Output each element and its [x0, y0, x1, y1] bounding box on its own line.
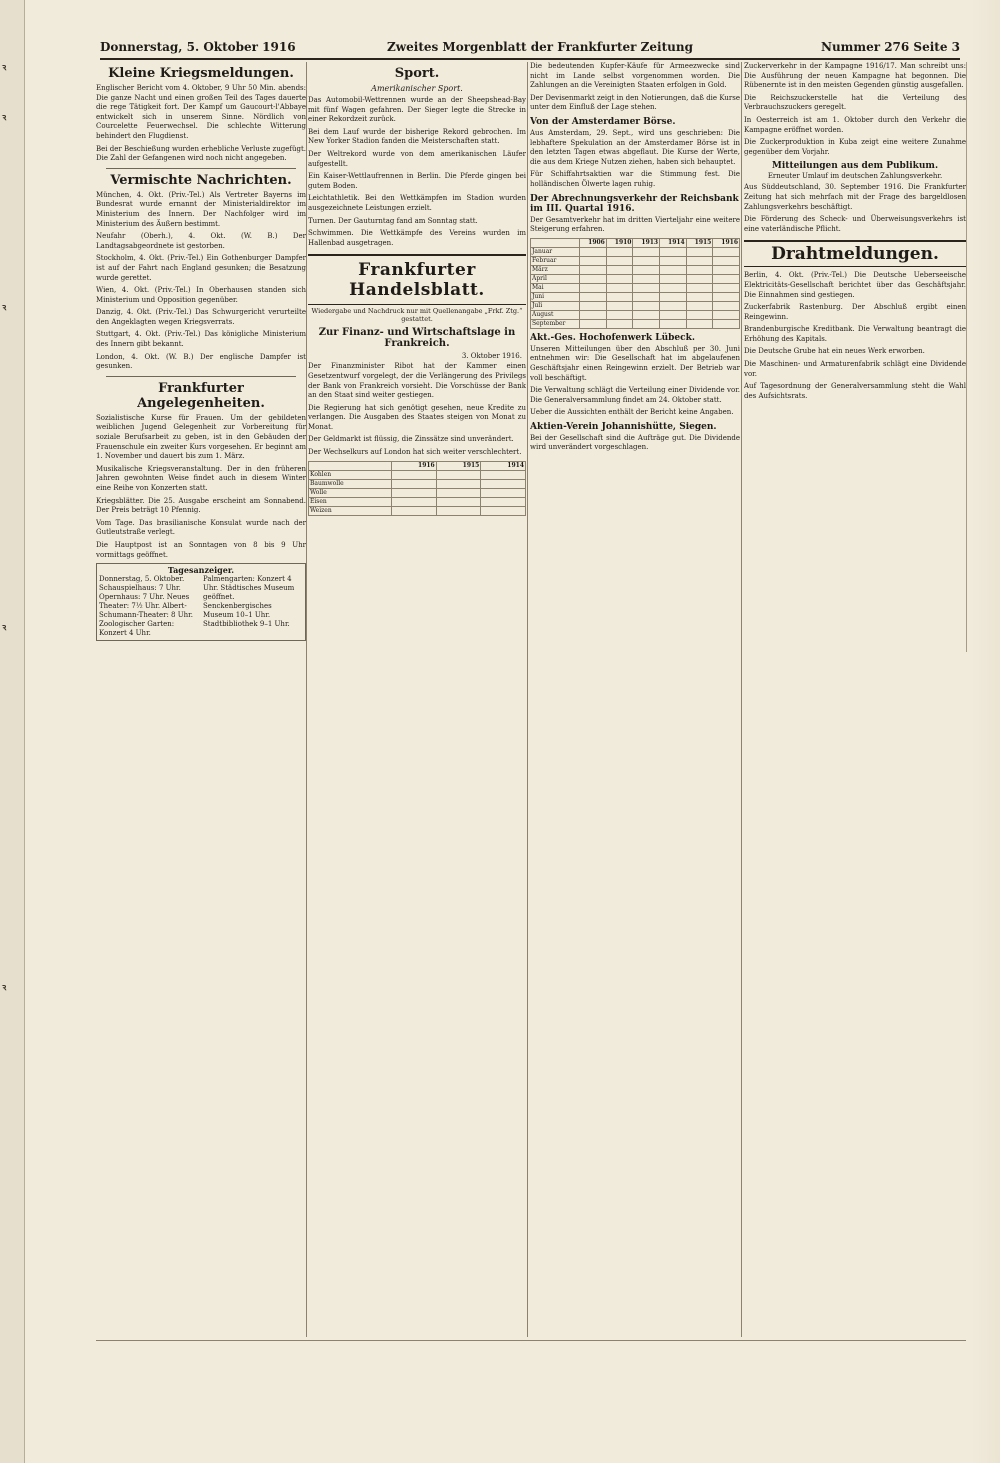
article-text: Englischer Bericht vom 4. Oktober, 9 Uhr 50 Min. abends: Die ganze Nacht und einen großen Teil des Tages dauerte die rege Tätigkeit fort. Der Kampf um Gaucourt-l'Abbaye entwickelt sich in unserem Sinne. Nördlich von Courcelette Feuerwechsel. Die schlechte Witterung behindert den Flugdienst.: [96, 84, 306, 140]
article-text: Zuckerfabrik Rastenburg. Der Abschluß ergibt einen Reingewinn.: [744, 303, 966, 321]
table-cell: [580, 310, 607, 319]
table-row: [531, 274, 740, 283]
table-cell: Eisen: [309, 497, 392, 506]
table-cell: [580, 301, 607, 310]
table-cell: [713, 292, 740, 301]
table-cell: [606, 283, 633, 292]
section-title: Mitteilungen aus dem Publikum.: [771, 161, 939, 172]
article-text: Die Deutsche Grube hat ein neues Werk erworben.: [744, 347, 925, 356]
table-cell: [713, 310, 740, 319]
table-cell: [580, 247, 607, 256]
table-cell: [580, 256, 607, 265]
table-cell: [606, 247, 633, 256]
masthead: [100, 36, 960, 60]
tagesanzeiger-title: Tagesanzeiger.: [167, 565, 235, 576]
article-text: Die Verwaltung schlägt die Verteilung einer Dividende vor. Die Generalversammlung findet am 24. Oktober statt.: [530, 386, 740, 404]
table-cell: [713, 274, 740, 283]
table-row: [531, 292, 740, 301]
table-cell: [633, 256, 660, 265]
table-cell: [606, 301, 633, 310]
table-cell: [633, 310, 660, 319]
divider: [106, 168, 296, 169]
table-cell: [660, 301, 687, 310]
table-cell: [436, 506, 481, 515]
article-text: Der Geldmarkt ist flüssig, die Zinssätze sind unverändert.: [308, 435, 514, 444]
table-cell: [436, 488, 481, 497]
article-text: Die Maschinen- und Armaturenfabrik schlägt eine Dividende vor.: [744, 360, 966, 378]
table-cell: April: [531, 274, 580, 283]
article-text: Berlin, 4. Okt. (Priv.-Tel.) Die Deutsche Ueberseeische Elektricitäts-Gesellschaft berichtet über das Geschäftsjahr. Die Einnahmen sind gestiegen.: [744, 271, 966, 299]
table-cell: [606, 274, 633, 283]
table-cell: [686, 256, 713, 265]
table-row: [531, 283, 740, 292]
table-cell: [436, 497, 481, 506]
table-cell: [713, 247, 740, 256]
article-text: Bei der Gesellschaft sind die Aufträge gut. Die Dividende wird unverändert vorgeschlagen.: [530, 433, 740, 452]
table-cell: Weizen: [309, 506, 392, 515]
table-cell: [713, 301, 740, 310]
article-text: Auf Tagesordnung der Generalversammlung steht die Wahl des Aufsichtsrats.: [744, 382, 966, 400]
column-rule: [527, 62, 528, 1337]
article-date: 3. Oktober 1916.: [461, 352, 522, 361]
table-cell: [580, 283, 607, 292]
handelsblatt-subheading: Wiedergabe und Nachdruck nur mit Quellenangabe „Frkf. Ztg.“ gestattet.: [311, 307, 523, 324]
article-headline: Aktien-Verein Johannishütte, Siegen.: [530, 421, 717, 432]
column-4: [744, 62, 966, 1337]
table-row: [531, 265, 740, 274]
table-cell: [606, 310, 633, 319]
table-row: [531, 310, 740, 319]
article-text: Bei dem Lauf wurde der bisherige Rekord gebrochen. Im New Yorker Stadion fanden die Meisterschaften statt.: [308, 127, 526, 146]
column-3: [530, 62, 740, 1337]
section-subtitle: Erneuter Umlauf im deutschen Zahlungsverkehr.: [767, 172, 943, 181]
column-rule: [306, 62, 307, 1337]
table-cell: [633, 247, 660, 256]
table-cell: [392, 506, 437, 515]
article-text: Musikalische Kriegsveranstaltung. Der in den früheren Jahren gewohnten Weise findet auch in diesem Winter eine Reihe von Konzerten statt.: [96, 464, 306, 492]
masthead-date: Donnerstag, 5. Oktober 1916: [100, 40, 296, 54]
table-header-row: [309, 461, 526, 470]
table-header-cell: 1910: [606, 238, 633, 247]
table-cell: [660, 256, 687, 265]
table-cell: [660, 274, 687, 283]
table-cell: [580, 274, 607, 283]
table-cell: [392, 497, 437, 506]
divider: [106, 376, 296, 377]
table-cell: [633, 292, 660, 301]
adjacent-page-edge: ꝛ ꝛ ꝛ ꝛ ꝛ: [0, 0, 25, 1463]
article-text: Zuckerverkehr in der Kampagne 1916/17. Man schreibt uns: Die Ausführung der neuen Kampagne hat begonnen. Die Rübenernte ist in den meisten Gegenden günstig ausgefallen.: [744, 62, 966, 90]
table-cell: [392, 479, 437, 488]
article-text: Kriegsblätter. Die 25. Ausgabe erscheint am Sonnabend. Der Preis beträgt 10 Pfennig.: [96, 496, 306, 515]
article-text: Brandenburgische Kreditbank. Die Verwaltung beantragt die Erhöhung des Kapitals.: [744, 325, 966, 343]
article-text: München, 4. Okt. (Priv.-Tel.) Als Vertreter Bayerns im Bundesrat wurde ernannt der Ministerialdirektor im Ministerium des Innern. Der Nachfolger wird im Ministerium des Äußern bestimmt.: [96, 190, 306, 228]
article-text: London, 4. Okt. (W. B.) Der englische Dampfer ist gesunken.: [96, 352, 306, 371]
table-header-cell: [531, 238, 580, 247]
table-cell: [481, 479, 526, 488]
masthead-issue-number: Nummer 276 Seite 3: [820, 40, 960, 54]
table-row: [309, 470, 526, 479]
table-cell: [392, 488, 437, 497]
table-cell: [633, 319, 660, 328]
table-cell: [633, 274, 660, 283]
table-cell: [713, 283, 740, 292]
article-text: Turnen. Der Gauturntag fand am Sonntag statt.: [308, 216, 478, 225]
article-text: Der Finanzminister Ribot hat der Kammer einen Gesetzentwurf vorgelegt, der die Verlängerung des Privilegs der Bank von Frankreich vorsieht. Die Vorschüsse der Bank an den Staat sind weiter gestiegen.: [308, 362, 526, 400]
table-cell: [481, 506, 526, 515]
page-edge: [972, 0, 1000, 1463]
tagesanzeiger-left: Donnerstag, 5. Oktober. Schauspielhaus: 7 Uhr. Opernhaus: 7 Uhr. Neues Theater: 7½ Uhr. Albert-Schumann-Theater: 8 Uhr. Zoologischer Garten: Konzert 4 Uhr.: [99, 575, 193, 638]
article-headline: Von der Amsterdamer Börse.: [530, 116, 676, 127]
table-header-cell: 1906: [580, 238, 607, 247]
handelsblatt-heading: Frankfurter Handelsblatt.: [308, 254, 526, 305]
table-row: [309, 479, 526, 488]
table-header-cell: 1915: [436, 461, 481, 470]
table-header-row: [531, 238, 740, 247]
column-rule: [741, 62, 742, 1337]
table-row: [309, 497, 526, 506]
article-text: Die bedeutenden Kupfer-Käufe für Armeezwecke sind nicht im Lande selbst vorgenommen worden. Die Zahlungen an die Vereinigten Staaten erfolgen in Gold.: [530, 62, 740, 90]
article-text: Stuttgart, 4. Okt. (Priv.-Tel.) Das königliche Ministerium des Innern gibt bekannt.: [96, 330, 306, 349]
table-row: [531, 319, 740, 328]
article-text: Sozialistische Kurse für Frauen. Um der gebildeten weiblichen Jugend Gelegenheit zur Vorbereitung für soziale Berufsarbeit zu geben, ist in den Gebäuden der Frauenschule ein zweiter Kurs vorgesehen. Er beginnt am 1. November und dauert bis zum 1. März.: [96, 413, 306, 461]
article-text: Ueber die Aussichten enthält der Bericht keine Angaben.: [530, 408, 734, 417]
table-cell: [713, 256, 740, 265]
table-header-cell: [309, 461, 392, 470]
table-cell: [686, 274, 713, 283]
table-cell: Juli: [531, 301, 580, 310]
table-cell: Juni: [531, 292, 580, 301]
article-text: Ein Kaiser-Wettlaufrennen in Berlin. Die Pferde gingen bei gutem Boden.: [308, 172, 526, 190]
article-text: Der Gesamtverkehr hat im dritten Vierteljahr eine weitere Steigerung erfahren.: [530, 215, 740, 234]
table-cell: Mai: [531, 283, 580, 292]
table-cell: [606, 256, 633, 265]
article-text: Leichtathletik. Bei den Wettkämpfen im Stadion wurden ausgezeichnete Leistungen erzielt.: [308, 194, 526, 212]
table-cell: [436, 470, 481, 479]
article-headline: Der Abrechnungsverkehr der Reichsbank im III. Quartal 1916.: [530, 193, 739, 214]
table-cell: [713, 319, 740, 328]
table-cell: September: [531, 319, 580, 328]
table-cell: [686, 292, 713, 301]
section-title: Frankfurter Angelegenheiten.: [137, 380, 265, 411]
table-header-cell: 1913: [633, 238, 660, 247]
table-row: [531, 301, 740, 310]
table-row: [531, 247, 740, 256]
article-text: Die Förderung des Scheck- und Überweisungsverkehrs ist eine vaterländische Pflicht.: [744, 215, 966, 233]
abrechnung-table: [530, 238, 740, 329]
bottom-rule: [96, 1340, 966, 1341]
import-table: [308, 461, 526, 516]
table-body: [309, 470, 526, 515]
table-cell: [606, 292, 633, 301]
table-cell: Baumwolle: [309, 479, 392, 488]
table-cell: [660, 292, 687, 301]
section-title: Vermischte Nachrichten.: [110, 172, 292, 188]
article-text: Die Zuckerproduktion in Kuba zeigt eine weitere Zunahme gegenüber dem Vorjahr.: [744, 138, 966, 156]
article-text: Aus Süddeutschland, 30. September 1916. Die Frankfurter Zeitung hat sich mehrfach mit der Frage des bargeldlosen Zahlungsverkehrs beschäftigt.: [744, 183, 966, 211]
article-text: Danzig, 4. Okt. (Priv.-Tel.) Das Schwurgericht verurteilte den Angeklagten wegen Kriegsverrats.: [96, 308, 306, 326]
table-header-cell: 1914: [481, 461, 526, 470]
table-row: [531, 256, 740, 265]
article-text: Wien, 4. Okt. (Priv.-Tel.) In Oberhausen standen sich Ministerium und Opposition gegenüber.: [96, 286, 306, 304]
table-cell: [686, 310, 713, 319]
table-cell: [660, 247, 687, 256]
article-text: Die Regierung hat sich genötigt gesehen, neue Kredite zu verlangen. Die Ausgaben des Staates steigen von Monat zu Monat.: [308, 403, 526, 431]
table-row: [309, 488, 526, 497]
masthead-paper-name: Zweites Morgenblatt der Frankfurter Zeitung: [387, 40, 693, 54]
tagesanzeiger-right: Palmengarten: Konzert 4 Uhr. Städtisches Museum geöffnet. Senckenbergisches Museum 10–1 Uhr. Stadtbibliothek 9–1 Uhr.: [203, 575, 295, 629]
article-text: Die Reichszuckerstelle hat die Verteilung des Verbrauchszuckers geregelt.: [744, 93, 966, 112]
article-text: Für Schiffahrtsaktien war die Stimmung fest. Die holländischen Ölwerte lagen ruhig.: [530, 170, 740, 188]
table-cell: [660, 265, 687, 274]
table-cell: [660, 283, 687, 292]
table-cell: [392, 470, 437, 479]
table-cell: [686, 301, 713, 310]
table-cell: [660, 310, 687, 319]
table-cell: [606, 319, 633, 328]
table-cell: [633, 301, 660, 310]
table-cell: [481, 488, 526, 497]
article-text: Vom Tage. Das brasilianische Konsulat wurde nach der Gutleutstraße verlegt.: [96, 518, 306, 537]
table-cell: [606, 265, 633, 274]
column-1: [96, 62, 306, 1337]
article-text: Stockholm, 4. Okt. (Priv.-Tel.) Ein Gothenburger Dampfer ist auf der Fahrt nach England gesunken; die Besatzung wurde gerettet.: [96, 254, 306, 282]
article-text: In Oesterreich ist am 1. Oktober durch den Verkehr die Kampagne eröffnet worden.: [744, 115, 966, 134]
section-subtitle: Amerikanischer Sport.: [371, 84, 463, 93]
table-cell: [580, 265, 607, 274]
table-cell: [660, 319, 687, 328]
article-headline: Zur Finanz- und Wirtschaftslage in Frankreich.: [318, 327, 516, 350]
section-title: Sport.: [394, 66, 440, 81]
article-text: Die Hauptpost ist an Sonntagen von 8 bis 9 Uhr vormittags geöffnet.: [96, 540, 306, 559]
table-cell: Februar: [531, 256, 580, 265]
table-cell: Januar: [531, 247, 580, 256]
article-text: Neufahr (Oberh.), 4. Okt. (W. B.) Der Landtagsabgeordnete ist gestorben.: [96, 232, 306, 250]
table-row: [309, 506, 526, 515]
table-cell: [633, 265, 660, 274]
article-text: Der Weltrekord wurde von dem amerikanischen Läufer aufgestellt.: [308, 149, 526, 168]
column-2: [308, 62, 526, 1337]
table-header-cell: 1914: [660, 238, 687, 247]
table-body: [531, 247, 740, 328]
article-text: Der Devisenmarkt zeigt in den Notierungen, daß die Kurse unter dem Einfluß der Lage stehen.: [530, 93, 740, 112]
article-text: Unseren Mitteilungen über den Abschluß per 30. Juni entnehmen wir: Die Gesellschaft hat im abgelaufenen Geschäftsjahr einen Reingewinn erzielt. Der Betrieb war voll beschäftigt.: [530, 344, 740, 382]
table-cell: [580, 319, 607, 328]
table-header-cell: 1916: [713, 238, 740, 247]
article-text: Schwimmen. Die Wettkämpfe des Vereins wurden im Hallenbad ausgetragen.: [308, 229, 526, 247]
article-text: Der Wechselkurs auf London hat sich weiter verschlechtert.: [308, 448, 522, 457]
tagesanzeiger-box: [96, 563, 306, 641]
table-cell: Kohlen: [309, 470, 392, 479]
table-cell: August: [531, 310, 580, 319]
table-cell: [713, 265, 740, 274]
table-header-cell: 1915: [686, 238, 713, 247]
table-cell: [686, 319, 713, 328]
table-cell: [633, 283, 660, 292]
article-headline: Akt.-Ges. Hochofenwerk Lübeck.: [530, 332, 695, 343]
table-cell: [686, 247, 713, 256]
article-text: Aus Amsterdam, 29. Sept., wird uns geschrieben: Die lebhaftere Spekulation an der Amsterdamer Börse ist in den letzten Tagen etwas abgeflaut. Die Kurse der Werte, die aus dem Kriege Nutzen ziehen, haben sich behauptet.: [530, 128, 740, 166]
article-text: Bei der Beschießung wurden erhebliche Verluste zugefügt. Die Zahl der Gefangenen wird noch nicht angegeben.: [96, 144, 306, 163]
article-text: Das Automobil-Wettrennen wurde an der Sheepshead-Bay mit fünf Wagen gefahren. Der Sieger legte die Strecke in einer Rekordzeit zurück.: [308, 96, 526, 124]
table-cell: Wolle: [309, 488, 392, 497]
section-title: Kleine Kriegsmeldungen.: [108, 66, 294, 81]
table-cell: März: [531, 265, 580, 274]
table-cell: [436, 479, 481, 488]
table-cell: [481, 470, 526, 479]
drahtmeldungen-heading: Drahtmeldungen.: [744, 240, 966, 267]
table-cell: [686, 265, 713, 274]
table-cell: [481, 497, 526, 506]
table-cell: [580, 292, 607, 301]
table-header-cell: 1916: [392, 461, 437, 470]
table-cell: [686, 283, 713, 292]
